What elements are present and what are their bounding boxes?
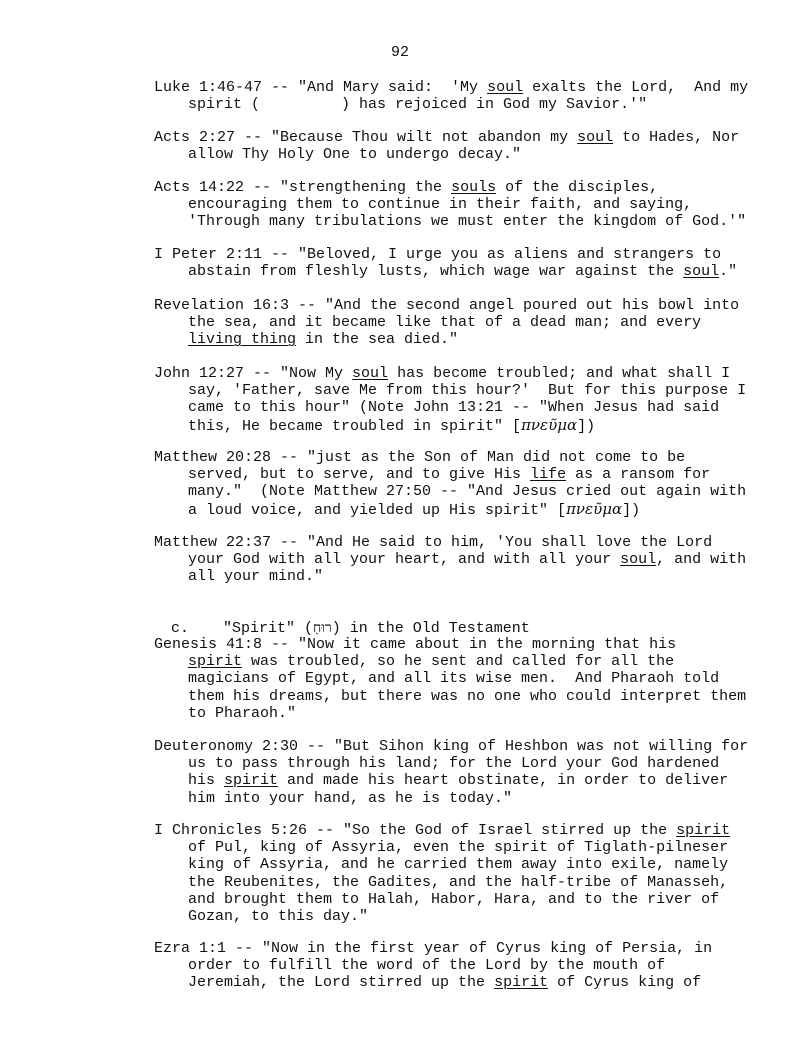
scripture-entry bbox=[154, 246, 744, 280]
text-segment: king of Assyria, and he carried them away into exile, namely bbox=[188, 856, 729, 874]
text-segment: the Reubenites, the Gadites, and the half-tribe of Manasseh, bbox=[188, 873, 729, 891]
scripture-entry bbox=[154, 738, 749, 807]
underlined-word: spirit bbox=[494, 974, 549, 992]
section-label: c. bbox=[171, 620, 190, 637]
text-segment: Genesis 41:8 -- "Now it came about in the morning that his bbox=[154, 636, 677, 653]
text-segment: and made his heart obstinate, in order to deliver bbox=[278, 772, 729, 790]
text-segment: Deuteronomy 2:30 -- "But Sihon king of Heshbon was not willing for bbox=[154, 738, 749, 755]
entry-line bbox=[154, 179, 744, 196]
page-number: 92 bbox=[390, 44, 409, 61]
text-segment: has become troubled; and what shall I bbox=[388, 365, 731, 382]
entry-line bbox=[154, 466, 744, 483]
underlined-word: spirit bbox=[224, 772, 279, 790]
text-segment: and brought them to Halah, Habor, Hara, and to the river of bbox=[188, 890, 720, 908]
entry-line bbox=[154, 839, 744, 856]
entry-line bbox=[154, 483, 747, 501]
underlined-word: soul bbox=[577, 129, 614, 146]
underlined-word: soul bbox=[487, 79, 524, 96]
text-segment: to Hades, Nor bbox=[613, 129, 740, 146]
text-segment: the sea, and it became like that of a dead man; and every bbox=[188, 314, 702, 332]
text-segment: encouraging them to continue in their faith, and saying, bbox=[188, 196, 693, 214]
entry-line bbox=[154, 331, 744, 348]
text-segment: Jeremiah, the Lord stirred up the bbox=[188, 974, 495, 992]
entry-line bbox=[154, 263, 744, 280]
entry-line bbox=[154, 856, 744, 873]
entry-line bbox=[154, 399, 744, 416]
entry-line bbox=[154, 653, 744, 670]
text-segment: this, He became troubled in spirit" [ bbox=[188, 417, 522, 435]
entry-line bbox=[154, 755, 744, 772]
text-segment: Acts 14:22 -- "strengthening the bbox=[154, 179, 452, 196]
underlined-word: living thing bbox=[188, 331, 297, 349]
scripture-entry bbox=[154, 449, 747, 519]
scripture-entry bbox=[154, 636, 747, 722]
text-segment: as a ransom for bbox=[566, 466, 711, 484]
underlined-word: spirit bbox=[676, 822, 731, 839]
text-segment: 'Through many tribulations we must enter the kingdom of God.'" bbox=[188, 213, 747, 231]
text-segment: I Peter 2:11 -- "Beloved, I urge you as aliens and strangers to bbox=[154, 246, 722, 263]
entry-line bbox=[154, 568, 744, 585]
text-segment: served, but to serve, and to give His bbox=[188, 466, 531, 484]
text-segment: of Cyrus king of bbox=[548, 974, 702, 992]
entry-line bbox=[154, 822, 744, 839]
entry-line bbox=[154, 705, 744, 722]
entry-line bbox=[154, 908, 744, 925]
entry-line bbox=[154, 772, 744, 789]
entry-line bbox=[154, 501, 744, 519]
text-segment: him into your hand, as he is today." bbox=[188, 789, 513, 807]
text-segment: ." bbox=[719, 263, 738, 281]
entry-line bbox=[154, 670, 744, 687]
text-segment: us to pass through his land; for the Lord your God hardened bbox=[188, 755, 720, 773]
entry-line bbox=[154, 449, 744, 466]
entry-line bbox=[154, 417, 744, 435]
text-segment: them his dreams, but there was no one who could interpret them bbox=[188, 687, 747, 705]
greek-word: πνεῦμα bbox=[521, 415, 578, 434]
hebrew-word: רוּחַ bbox=[313, 620, 332, 636]
entry-line bbox=[154, 891, 744, 908]
entry-line bbox=[154, 365, 744, 382]
scripture-entry bbox=[154, 179, 747, 231]
text-segment: spirit ( ) has rejoiced in God my Savior.'" bbox=[188, 96, 648, 114]
entry-line bbox=[154, 974, 744, 991]
text-segment: magicians of Egypt, and all its wise men. And Pharaoh told bbox=[188, 670, 720, 688]
text-segment: , and with bbox=[656, 551, 747, 569]
entry-line bbox=[154, 297, 744, 314]
entry-line bbox=[154, 79, 749, 96]
section-title-before: "Spirit" ( bbox=[223, 620, 314, 637]
entry-line bbox=[154, 213, 747, 231]
text-segment: allow Thy Holy One to undergo decay." bbox=[188, 146, 522, 164]
text-segment: I Chronicles 5:26 -- "So the God of Israel stirred up the bbox=[154, 822, 677, 839]
text-segment: John 12:27 -- "Now My bbox=[154, 365, 353, 382]
underlined-word: life bbox=[530, 466, 567, 484]
text-segment: your God with all your heart, and with all your bbox=[188, 551, 621, 569]
scripture-entry bbox=[154, 365, 747, 435]
text-segment: ]) bbox=[577, 417, 596, 435]
scripture-entry bbox=[154, 79, 749, 114]
text-segment: exalts the Lord, And my bbox=[523, 79, 749, 96]
scripture-entry bbox=[154, 822, 744, 925]
text-segment: all your mind." bbox=[188, 568, 324, 586]
text-segment: Gozan, to this day." bbox=[188, 908, 369, 926]
text-segment: to Pharaoh." bbox=[188, 704, 297, 722]
entry-line bbox=[154, 940, 744, 957]
entry-line bbox=[154, 551, 747, 569]
entry-line bbox=[154, 957, 744, 974]
entry-line bbox=[154, 196, 744, 213]
text-segment: his bbox=[188, 772, 225, 790]
text-segment: ]) bbox=[622, 501, 641, 519]
text-segment: Acts 2:27 -- "Because Thou wilt not abandon my bbox=[154, 129, 578, 146]
entry-line bbox=[154, 96, 744, 113]
section-title-after: ) in the Old Testament bbox=[331, 620, 530, 637]
text-segment: was troubled, so he sent and called for all the bbox=[242, 653, 675, 671]
entry-line bbox=[154, 129, 744, 146]
text-segment: many." (Note Matthew 27:50 -- "And Jesus cried out again with bbox=[188, 483, 747, 501]
underlined-word: souls bbox=[451, 179, 497, 196]
text-segment: of the disciples, bbox=[496, 179, 659, 196]
underlined-word: soul bbox=[352, 365, 389, 382]
entry-line bbox=[154, 314, 744, 331]
text-segment: in the sea died." bbox=[296, 331, 459, 349]
underlined-word: soul bbox=[620, 551, 657, 569]
entry-line bbox=[154, 146, 744, 163]
text-segment: Revelation 16:3 -- "And the second angel poured out his bowl into bbox=[154, 297, 740, 314]
scripture-entry bbox=[154, 940, 744, 992]
entry-line bbox=[154, 874, 744, 891]
underlined-word: soul bbox=[683, 263, 720, 281]
entry-line bbox=[154, 790, 744, 807]
entry-line bbox=[154, 738, 749, 755]
underlined-word: spirit bbox=[188, 653, 243, 671]
text-segment: Matthew 22:37 -- "And He said to him, 'You shall love the Lord bbox=[154, 534, 713, 551]
entry-line bbox=[154, 246, 744, 263]
greek-word: πνεῦμα bbox=[566, 499, 623, 518]
entry-line bbox=[154, 382, 747, 400]
scripture-entry bbox=[154, 129, 744, 163]
text-segment: of Pul, king of Assyria, even the spirit of Tiglath-pilneser bbox=[188, 839, 729, 857]
text-segment: say, 'Father, save Me from this hour?' But for this purpose I bbox=[188, 382, 747, 400]
text-segment: came to this hour" (Note John 13:21 -- "When Jesus had said bbox=[188, 399, 720, 417]
text-segment: abstain from fleshly lusts, which wage war against the bbox=[188, 263, 684, 281]
scripture-entry bbox=[154, 297, 744, 349]
scripture-entry bbox=[154, 534, 747, 586]
entry-line bbox=[154, 636, 744, 653]
text-segment: Luke 1:46-47 -- "And Mary said: 'My bbox=[154, 79, 488, 96]
entry-line bbox=[154, 687, 747, 705]
text-segment: Matthew 20:28 -- "just as the Son of Man did not come to be bbox=[154, 449, 686, 466]
text-segment: Ezra 1:1 -- "Now in the first year of Cyrus king of Persia, in bbox=[154, 940, 713, 957]
text-segment: a loud voice, and yielded up His spirit" [ bbox=[188, 501, 567, 519]
entry-line bbox=[154, 534, 744, 551]
text-segment: order to fulfill the word of the Lord by the mouth of bbox=[188, 957, 666, 975]
